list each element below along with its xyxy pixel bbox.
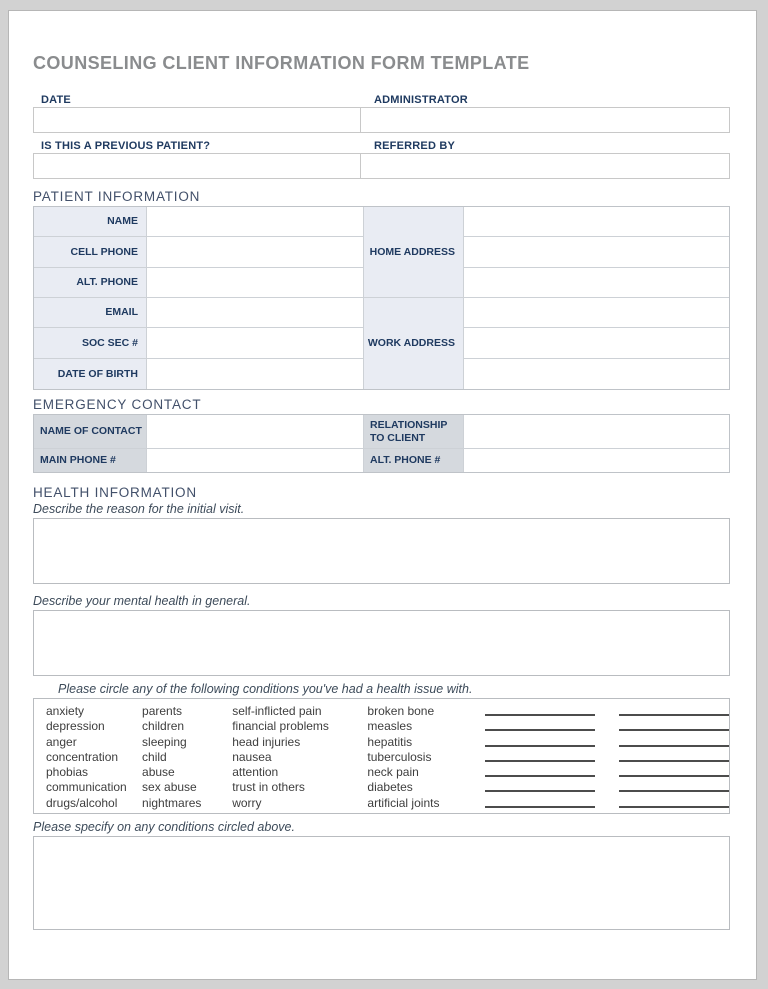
- conditions-prompt: Please circle any of the following conditions you've had a health issue with.: [58, 682, 473, 696]
- write-in-lines-column-1: [485, 704, 595, 813]
- top-labels-row-1: [33, 94, 730, 107]
- soc-sec-label-cell: SOC SEC #: [34, 328, 146, 358]
- condition-item[interactable]: measles: [367, 719, 413, 734]
- email-label-cell: EMAIL: [34, 298, 146, 328]
- home-address-input-line-2[interactable]: [464, 237, 729, 267]
- patient-information-heading: PATIENT INFORMATION: [33, 189, 201, 204]
- top-input-row-1: [33, 107, 730, 133]
- document-page: [8, 10, 757, 980]
- email-input[interactable]: [147, 298, 363, 328]
- health-information-heading: HEALTH INFORMATION: [33, 485, 197, 500]
- name-of-contact-input[interactable]: [147, 415, 364, 448]
- condition-item[interactable]: communication: [46, 780, 127, 795]
- specify-conditions-prompt: Please specify on any conditions circled above.: [33, 820, 295, 834]
- main-phone-input[interactable]: [147, 449, 364, 472]
- write-in-line[interactable]: [619, 796, 729, 808]
- condition-item[interactable]: drugs/alcohol: [46, 795, 118, 810]
- conditions-column-2: [142, 704, 232, 813]
- mental-health-prompt: Describe your mental health in general.: [33, 594, 251, 608]
- write-in-line[interactable]: [485, 780, 595, 792]
- address-label-column: [364, 207, 464, 389]
- condition-item[interactable]: worry: [232, 795, 262, 810]
- write-in-line[interactable]: [619, 704, 729, 716]
- condition-item[interactable]: parents: [142, 704, 183, 718]
- administrator-label: ADMINISTRATOR: [374, 94, 468, 106]
- date-label: DATE: [41, 94, 71, 106]
- condition-item[interactable]: phobias: [46, 765, 89, 780]
- condition-item[interactable]: broken bone: [367, 704, 435, 718]
- write-in-line[interactable]: [485, 750, 595, 762]
- condition-item[interactable]: hepatitis: [367, 734, 413, 749]
- conditions-box: [33, 698, 730, 814]
- work-address-input-line-3[interactable]: [464, 359, 729, 389]
- write-in-line[interactable]: [485, 765, 595, 777]
- conditions-column-1: [46, 704, 142, 813]
- condition-item[interactable]: sex abuse: [142, 780, 197, 795]
- conditions-column-3: [232, 704, 367, 813]
- patient-information-table: [33, 206, 730, 390]
- date-of-birth-input[interactable]: [147, 359, 363, 389]
- emergency-contact-heading: EMERGENCY CONTACT: [33, 397, 202, 412]
- referred-by-label: REFERRED BY: [374, 140, 456, 152]
- home-address-input-line-3[interactable]: [464, 268, 729, 298]
- administrator-input[interactable]: [361, 108, 729, 132]
- condition-item[interactable]: nightmares: [142, 795, 202, 810]
- name-label-cell: NAME: [34, 207, 146, 237]
- condition-item[interactable]: attention: [232, 765, 279, 780]
- condition-item[interactable]: anxiety: [46, 704, 85, 718]
- write-in-line[interactable]: [485, 735, 595, 747]
- referred-by-input[interactable]: [361, 154, 729, 178]
- condition-item[interactable]: trust in others: [232, 780, 305, 795]
- condition-item[interactable]: abuse: [142, 765, 175, 780]
- cell-phone-label-cell: CELL PHONE: [34, 237, 146, 267]
- initial-visit-textarea[interactable]: [33, 518, 730, 584]
- lines-column-gap: [595, 704, 620, 813]
- write-in-line[interactable]: [485, 719, 595, 731]
- date-of-birth-label-cell: DATE OF BIRTH: [34, 359, 146, 389]
- patient-input-column: [147, 207, 364, 389]
- emergency-contact-table: [33, 414, 730, 473]
- previous-patient-label: IS THIS A PREVIOUS PATIENT?: [41, 140, 211, 152]
- mental-health-textarea[interactable]: [33, 610, 730, 676]
- home-address-input-line-1[interactable]: [464, 207, 729, 237]
- relationship-to-client-input[interactable]: [464, 415, 729, 448]
- condition-item[interactable]: artificial joints: [367, 795, 440, 810]
- date-input[interactable]: [34, 108, 361, 132]
- condition-item[interactable]: sleeping: [142, 734, 187, 749]
- patient-label-column: [34, 207, 147, 389]
- condition-item[interactable]: depression: [46, 719, 105, 734]
- emergency-row-2: [34, 449, 729, 472]
- top-labels-row-2: [33, 140, 730, 153]
- soc-sec-input[interactable]: [147, 328, 363, 358]
- alt-phone-number-input[interactable]: [464, 449, 729, 472]
- alt-phone-input[interactable]: [147, 268, 363, 298]
- initial-visit-prompt: Describe the reason for the initial visit.: [33, 502, 245, 516]
- condition-item[interactable]: self-inflicted pain: [232, 704, 322, 718]
- previous-patient-input[interactable]: [34, 154, 361, 178]
- condition-item[interactable]: concentration: [46, 749, 119, 764]
- write-in-line[interactable]: [619, 780, 729, 792]
- write-in-line[interactable]: [619, 750, 729, 762]
- work-address-input-line-1[interactable]: [464, 298, 729, 328]
- name-of-contact-label-cell: NAME OF CONTACT: [34, 415, 147, 448]
- top-input-row-2: [33, 153, 730, 179]
- address-input-column: [464, 207, 729, 389]
- alt-phone-label-cell: ALT. PHONE: [34, 268, 146, 298]
- condition-item[interactable]: nausea: [232, 749, 272, 764]
- home-address-label-cell: HOME ADDRESS: [364, 207, 463, 298]
- work-address-input-line-2[interactable]: [464, 328, 729, 358]
- emergency-row-1: [34, 415, 729, 449]
- condition-item[interactable]: children: [142, 719, 185, 734]
- cell-phone-input[interactable]: [147, 237, 363, 267]
- write-in-line[interactable]: [619, 719, 729, 731]
- write-in-line[interactable]: [619, 765, 729, 777]
- alt-phone-number-label-cell: ALT. PHONE #: [364, 449, 464, 472]
- write-in-line[interactable]: [619, 735, 729, 747]
- condition-item[interactable]: anger: [46, 734, 77, 749]
- specify-conditions-textarea[interactable]: [33, 836, 730, 930]
- conditions-column-4: [367, 704, 485, 813]
- page-title: COUNSELING CLIENT INFORMATION FORM TEMPLATE: [33, 53, 530, 73]
- write-in-lines-column-2: [619, 704, 729, 813]
- condition-item[interactable]: financial problems: [232, 719, 329, 734]
- name-input[interactable]: [147, 207, 363, 237]
- condition-item[interactable]: head injuries: [232, 734, 301, 749]
- condition-item[interactable]: neck pain: [367, 765, 419, 780]
- relationship-to-client-label-cell: RELATIONSHIP TO CLIENT: [364, 415, 464, 448]
- condition-item[interactable]: diabetes: [367, 780, 413, 795]
- condition-item[interactable]: tuberculosis: [367, 749, 432, 764]
- write-in-line[interactable]: [485, 796, 595, 808]
- write-in-line[interactable]: [485, 704, 595, 716]
- main-phone-label-cell: MAIN PHONE #: [34, 449, 147, 472]
- work-address-label-cell: WORK ADDRESS: [364, 298, 463, 389]
- condition-item[interactable]: child: [142, 749, 167, 764]
